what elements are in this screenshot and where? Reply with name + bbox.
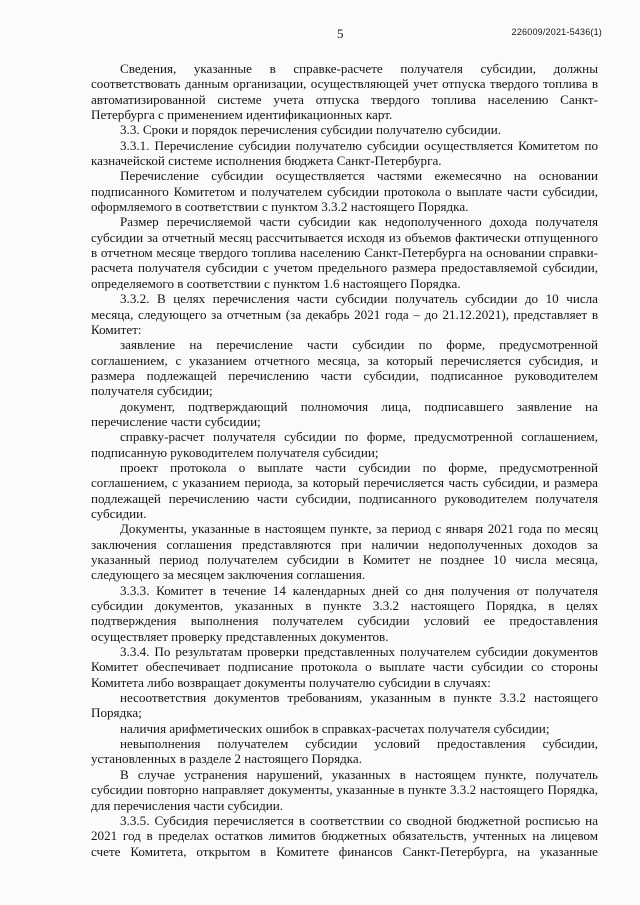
list-item: наличия арифметических ошибок в справках-расчетах получателя субсидии; [120,720,550,736]
list-item: заявление на перечисление части субсидии по форме, предусмотренной соглашением, с указанием отчетного месяца, за который перечисляется субсидия, и размера подлежащей перечислению части субсидии, подписанное руководителем получателя субсидии; [91,337,598,399]
paragraph: 3.3.2. В целях перечисления части субсидии получатель субсидии до 10 числа месяца, следующего за отчетным (за декабрь 2021 года – до 21.12.2021), представляет в Комитет: [91,291,598,337]
paragraph: 3.3.1. Перечисление субсидии получателю субсидии осуществляется Комитетом по казначейской системе исполнения бюджета Санкт-Петербурга. [91,137,598,169]
section-heading: 3.3. Сроки и порядок перечисления субсидии получателю субсидии. [120,122,502,138]
document-body [91,61,598,859]
paragraph: В случае устранения нарушений, указанных в настоящем пункте, получатель субсидии повторно направляет документы, указанные в пункте 3.3.2 настоящего Порядка, для перечисления части субсидии. [91,766,598,813]
paragraph: Документы, указанные в настоящем пункте, за период с января 2021 года по месяц заключения соглашения представляются при наличии недополученных доходов за указанный период получателем субсидии в Комитет не позднее 10 числа месяца, следующего за месяцем заключения соглашения. [91,521,598,583]
page-number: 5 [337,26,344,41]
list-item: невыполнения получателем субсидии условий предоставления субсидии, установленных в разделе 2 настоящего Порядка. [91,736,598,767]
paragraph: 3.3.5. Субсидия перечисляется в соответствии со сводной бюджетной росписью на 2021 год в пределах остатков лимитов бюджетных обязательств, учтенных на лицевом счете Комитета, открытом в Комитете финансов Санкт-Петербурга, на указанные [91,812,598,859]
list-item: справку-расчет получателя субсидии по форме, предусмотренной соглашением, подписанную руководителем получателя субсидии; [91,429,598,460]
list-item: несоответствия документов требованиям, указанным в пункте 3.3.2 настоящего Порядка; [91,690,598,721]
paragraph: Перечисление субсидии осуществляется частями ежемесячно на основании подписанного Комитетом и получателем субсидии протокола о выплате части субсидии, оформляемого в соответствии с пунктом 3.3.2 настоящего Порядка. [91,168,598,215]
document-id: 226009/2021-5436(1) [511,27,602,37]
list-item: документ, подтверждающий полномочия лица, подписавшего заявление на перечисление части субсидии; [91,398,598,429]
paragraph: 3.3.4. По результатам проверки представленных получателем субсидии документов Комитет обеспечивает подписание протокола о выплате части субсидии со стороны Комитета либо возвращает документы получателю субсидии в случаях: [91,644,598,690]
paragraph: Сведения, указанные в справке-расчете получателя субсидии, должны соответствовать данным организации, осуществляющей учет отпуска твердого топлива в автоматизированной системе учета отпуска твердого топлива населению Санкт-Петербурга с применением идентификационных карт. [91,61,598,123]
list-item: проект протокола о выплате части субсидии по форме, предусмотренной соглашением, с указанием периода, за который перечисляется часть субсидии, и размера подлежащей перечислению части субсидии, подписанного руководителем получателя субсидии. [91,459,598,521]
paragraph: 3.3.3. Комитет в течение 14 календарных дней со дня получения от получателя субсидии документов, указанных в пункте 3.3.2 настоящего Порядка, в целях подтверждения выполнения получателем субсидии условий ее предоставления осуществляет проверку представленных документов. [91,582,598,644]
paragraph: Размер перечисляемой части субсидии как недополученного дохода получателя субсидии за отчетный месяц рассчитывается исходя из объемов фактически отпущенного в отчетном месяце твердого топлива населению Санкт-Петербурга на основании справки-расчета получателя субсидии с учетом предельного размера предоставляемой субсидии, определяемого в соответствии с пунктом 1.6 настоящего Порядка. [91,214,598,291]
